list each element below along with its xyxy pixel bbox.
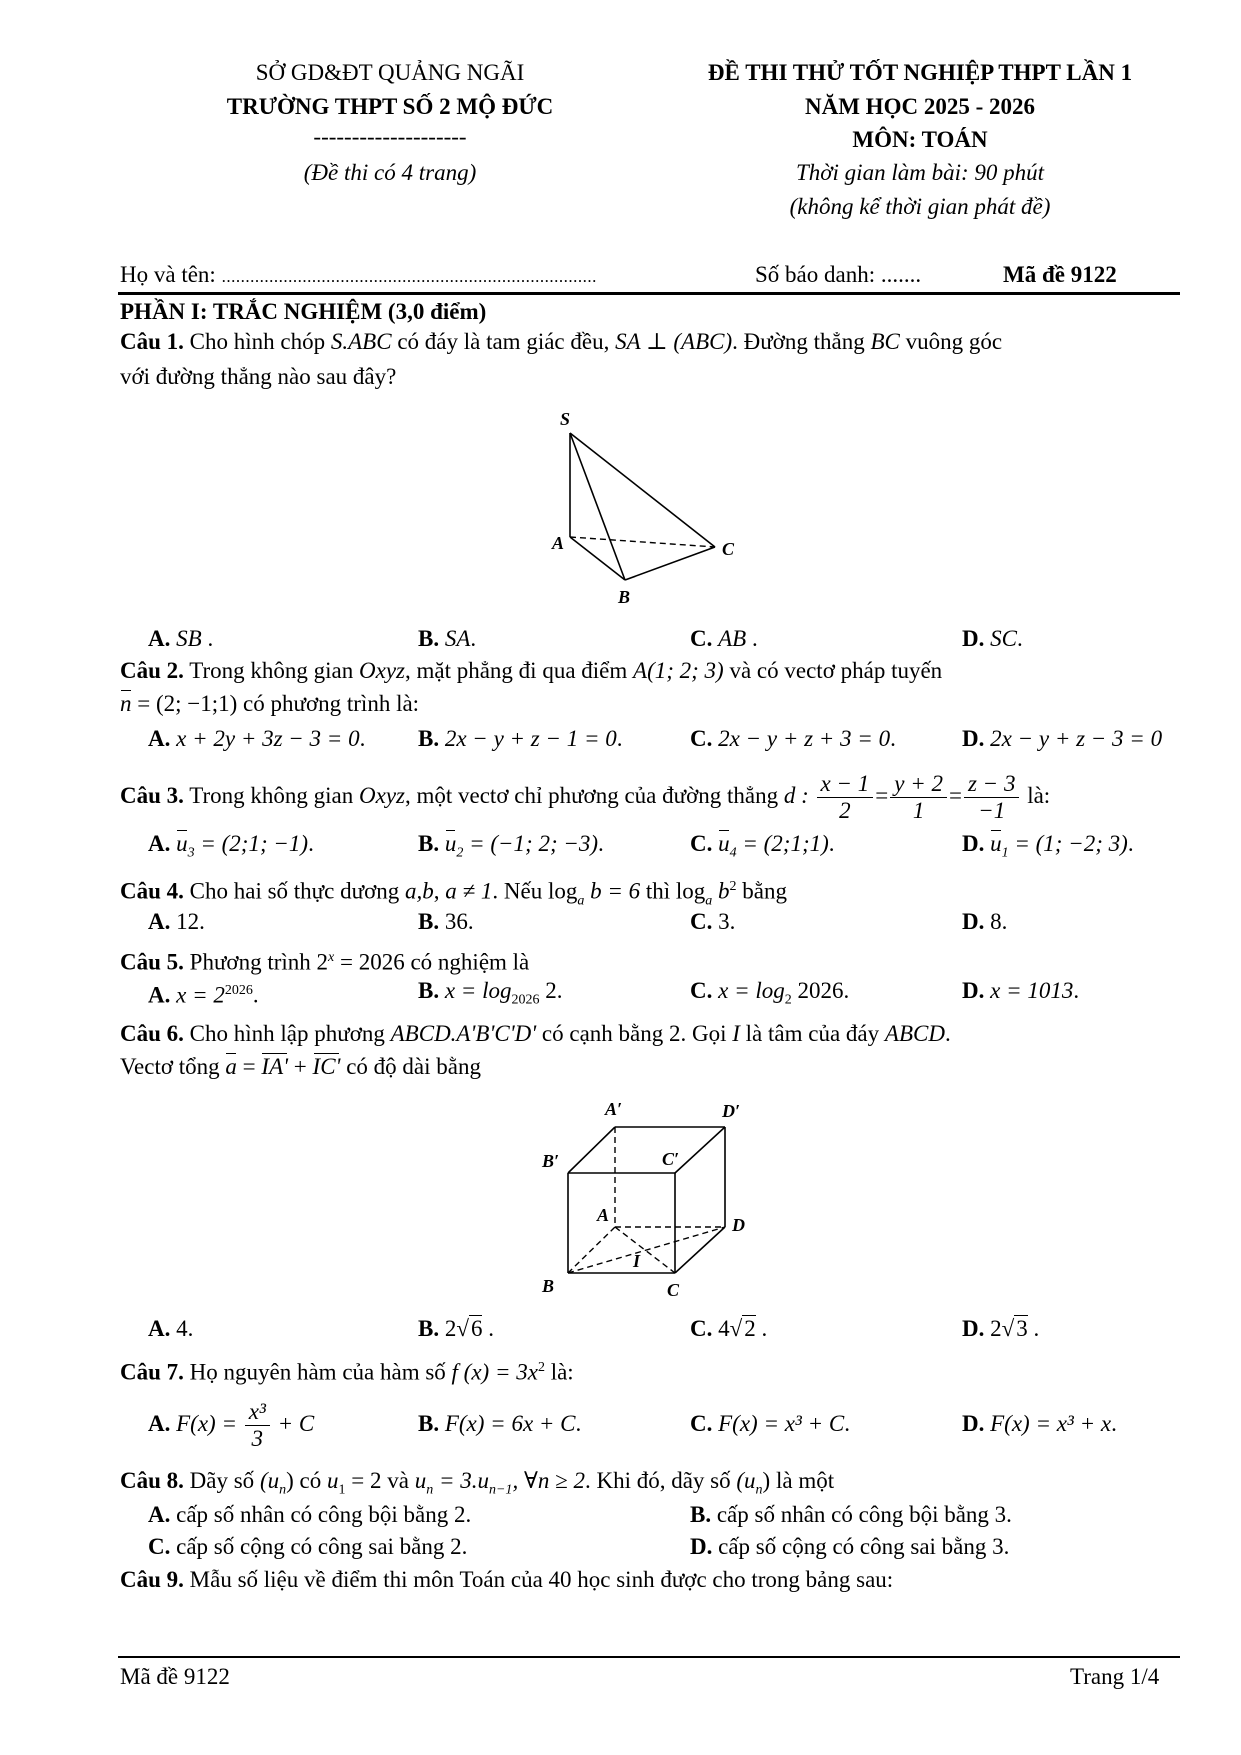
q3-fraction-z — [964, 771, 1019, 824]
q3-text: , một vectơ chỉ phương của đường thẳng — [404, 783, 784, 808]
q3-line1 — [120, 766, 1050, 826]
q4-math: a,b — [405, 878, 434, 904]
option-value: 2x − y + z + 3 = 0 — [718, 726, 891, 751]
log-base: a — [577, 893, 585, 909]
q6-math: ABCD.A'B'C'D' — [390, 1021, 537, 1046]
q1-text: vuông góc — [899, 329, 1003, 354]
option-label: C. — [690, 726, 713, 751]
q1-text: có đáy là tam giác đều, — [391, 329, 616, 354]
q3-fraction-y — [890, 771, 947, 824]
q1-option-c[interactable]: C. AB . — [690, 626, 758, 651]
q4-option-b[interactable]: B. 36. — [418, 909, 474, 934]
option-label: B. — [690, 1502, 712, 1527]
vector-index: 1 — [1001, 845, 1009, 861]
log-base: 2026 — [511, 992, 540, 1008]
q2-text: Trong không gian — [183, 658, 359, 683]
option-value: = (1; −2; 3) — [1008, 831, 1128, 856]
q6-text: . — [944, 1021, 951, 1046]
equals-sign: = — [875, 783, 889, 808]
option-value: F(x) = x³ + x — [990, 1411, 1112, 1436]
option-value: x = 1013 — [990, 978, 1074, 1003]
q2-label: Câu 2. — [120, 658, 184, 683]
q6-math: ABCD — [884, 1021, 945, 1046]
q7-line1 — [120, 1353, 574, 1388]
q7-option-b[interactable]: B. F(x) = 6x + C. — [418, 1411, 582, 1436]
option-value: x = 2 — [176, 982, 225, 1008]
option-label: B. — [418, 831, 440, 856]
vector-a: a — [225, 1052, 237, 1082]
subscript: n — [279, 1482, 287, 1498]
q4-text: thì — [640, 878, 676, 904]
q8-math: , ∀n ≥ 2 — [512, 1468, 585, 1493]
vertex-d1: D′ — [722, 1101, 741, 1121]
option-value: 2 — [539, 978, 557, 1003]
exponent: x — [328, 950, 335, 965]
name-label: Họ và tên: — [120, 262, 222, 287]
option-value: = (2;1;1) — [736, 831, 829, 856]
q1-label: Câu 1. — [120, 329, 184, 354]
option-value: + C — [271, 1411, 315, 1436]
q2-option-c[interactable]: C. 2x − y + z + 3 = 0. — [690, 726, 896, 751]
exam-code: Mã đề 9122 — [1003, 262, 1117, 287]
option-label: D. — [962, 626, 985, 651]
exam-title: ĐỀ THI THỬ TỐT NGHIỆP THPT LẦN 1 — [707, 60, 1133, 85]
option-label: D. — [962, 831, 985, 856]
option-label: C. — [690, 626, 713, 651]
q8-text: . Khi đó, dãy số — [584, 1468, 737, 1493]
q2-math: Oxyz — [359, 658, 405, 683]
vertex-c: C — [722, 539, 735, 559]
option-label: A. — [148, 831, 171, 856]
pyramid-figure — [540, 405, 760, 605]
option-value: 4 — [176, 1316, 188, 1341]
option-label: C. — [690, 978, 713, 1003]
q7-label: Câu 7. — [120, 1359, 184, 1385]
equals-sign: = — [948, 783, 962, 808]
vertex-d: D — [732, 1215, 745, 1235]
q6-text: là tâm của đáy — [739, 1021, 885, 1046]
q1-math: BC — [870, 329, 900, 354]
q1-option-d[interactable]: D. SC. — [962, 626, 1023, 651]
option-value: F(x) = — [176, 1411, 243, 1436]
q8-math: ) — [762, 1468, 771, 1493]
option-value: 36 — [444, 909, 468, 934]
q7-option-d[interactable]: D. F(x) = x³ + x. — [962, 1411, 1117, 1436]
option-value: 2 — [990, 1316, 1002, 1341]
q4-option-d[interactable]: D. 8. — [962, 909, 1008, 934]
q4-text: bằng — [736, 878, 788, 904]
name-dots: ............................................................................... — [221, 267, 597, 286]
option-label: A. — [148, 1502, 171, 1527]
q8-math: (u — [736, 1468, 756, 1493]
option-label: C. — [148, 1534, 171, 1559]
q7-option-c[interactable]: C. F(x) = x³ + C. — [690, 1411, 850, 1436]
q8-option-a[interactable] — [148, 1500, 471, 1530]
subscript: n−1 — [488, 1482, 513, 1498]
vertex-a: A — [552, 533, 565, 553]
q6-text: Vectơ tổng — [120, 1054, 226, 1079]
vector-index: 2 — [456, 845, 464, 861]
q1-line2: với đường thẳng nào sau đây? — [120, 364, 397, 389]
q8-math: = 2 — [345, 1468, 382, 1493]
page-count-note: (Đề thi có 4 trang) — [303, 160, 477, 185]
q2-option-b[interactable]: B. 2x − y + z − 1 = 0. — [418, 726, 623, 751]
subscript: n — [755, 1482, 763, 1498]
subject: MÔN: TOÁN — [852, 127, 988, 152]
q1-math: S.ABC — [330, 329, 392, 354]
option-value: 2 — [444, 1316, 457, 1341]
option-value: SB — [176, 626, 202, 651]
q9-label: Câu 9. — [120, 1567, 184, 1592]
header-divider-text: -------------------- — [313, 124, 467, 149]
q1-option-b[interactable]: B. SA. — [418, 626, 477, 651]
q6-label: Câu 6. — [120, 1021, 184, 1046]
plus-sign: + — [288, 1054, 313, 1079]
q2-text: có phương trình là: — [237, 691, 420, 716]
vertex-b: B — [542, 1276, 555, 1296]
q7-text: Họ nguyên hàm của hàm số — [183, 1359, 452, 1385]
subscript: 1 — [338, 1482, 346, 1498]
option-label: A. — [148, 626, 171, 651]
q6-line2 — [120, 1052, 481, 1082]
q8-math: = 3.u — [433, 1468, 489, 1493]
option-label: B. — [418, 978, 440, 1003]
q5-math: 2 — [316, 949, 329, 975]
log-base: 2 — [784, 992, 792, 1008]
option-label: B. — [418, 1316, 440, 1341]
exponent: 2 — [729, 879, 737, 894]
equals-sign: = — [236, 1054, 262, 1079]
vector-name: u — [176, 829, 188, 859]
q3-math: d : — [783, 783, 809, 808]
fraction-numerator: x³ — [245, 1399, 270, 1426]
vertex-b: B — [618, 587, 631, 605]
option-value: cấp số cộng có công sai bằng 3. — [718, 1534, 1010, 1559]
option-value: F(x) = x³ + C — [718, 1411, 845, 1436]
radicand: 3 — [1016, 1316, 1028, 1341]
vector-name: u — [990, 829, 1002, 859]
exponent: 2 — [537, 1360, 545, 1375]
option-label: A. — [148, 1411, 171, 1436]
option-value: F(x) = 6x + C — [444, 1411, 576, 1436]
q8-text: và — [381, 1468, 415, 1493]
q2-line1 — [120, 656, 942, 686]
radicand: 2 — [744, 1316, 756, 1341]
option-label: A. — [148, 726, 171, 751]
option-value: SC — [990, 626, 1017, 651]
q8-text: có — [293, 1468, 327, 1493]
q8-text: là một — [770, 1468, 835, 1493]
q2-option-a[interactable]: A. x + 2y + 3z − 3 = 0. — [148, 726, 366, 751]
normal-vector-value: = (2; −1;1) — [131, 691, 238, 716]
option-value: cấp số nhân có công bội bằng 3. — [716, 1502, 1012, 1527]
q8-math: u — [327, 1468, 339, 1493]
q8-math: u — [414, 1468, 427, 1493]
option-label: A. — [148, 982, 171, 1008]
school-year: NĂM HỌC 2025 - 2026 — [805, 94, 1035, 119]
q4-text: . Nếu — [492, 878, 548, 904]
option-value: 12 — [176, 909, 200, 934]
q3-option-d[interactable]: D. $u_1 = (1$; −2; 3). — [962, 831, 1134, 861]
q5-line1 — [120, 943, 529, 978]
option-value: cấp số cộng có công sai bằng 2. — [176, 1534, 468, 1559]
q4-option-a[interactable]: A. 12. — [148, 909, 205, 934]
school-name: TRƯỜNG THPT SỐ 2 MỘ ĐỨC — [226, 94, 554, 119]
option-value: AB — [718, 626, 747, 651]
vector-name: u — [445, 829, 457, 859]
q6-option-d[interactable]: D. 2√3 . — [962, 1316, 1040, 1341]
vertex-c1: C′ — [662, 1149, 680, 1169]
q6-option-c[interactable]: C. 4√2 . — [690, 1316, 768, 1341]
fraction-denominator: 2 — [839, 798, 851, 824]
q5-option-d[interactable]: D. x = 1013. — [962, 978, 1080, 1003]
subscript: n — [426, 1482, 434, 1498]
q5-text: có nghiệm là — [404, 949, 530, 975]
option-value: cấp số nhân có công bội bằng 2. — [176, 1502, 472, 1527]
option-value: 8 — [990, 909, 1002, 934]
q1-text: . Đường thẳng — [732, 329, 871, 354]
option-value: = (2;1; −1) — [194, 831, 309, 856]
q3-option-c[interactable]: C. $u_4$ = (2;1;1). — [690, 831, 835, 861]
option-value: 3 — [718, 909, 730, 934]
q2-math: A(1; 2; 3) — [633, 658, 724, 683]
q1-math: SA ⊥ (ABC) — [615, 329, 733, 354]
vector-index: 3 — [187, 845, 195, 861]
radicand: 6 — [470, 1316, 483, 1341]
fraction-numerator: x − 1 — [817, 771, 874, 798]
q4-text: , — [433, 878, 446, 904]
vertex-a: A — [597, 1205, 610, 1225]
q5-math: = 2026 — [334, 949, 405, 975]
q8-option-d[interactable] — [690, 1532, 1009, 1562]
q6-text: có cạnh bằng 2. Gọi — [536, 1021, 733, 1046]
option-label: B. — [418, 626, 440, 651]
option-label: C. — [690, 909, 713, 934]
option-label: C. — [690, 1316, 713, 1341]
q5-option-c[interactable]: C. $x = \log_2 2026$. — [690, 978, 850, 1008]
option-label: B. — [418, 1411, 440, 1436]
option-value: SA — [444, 626, 471, 651]
school-dept: SỞ GD&ĐT QUẢNG NGÃI — [255, 60, 525, 85]
option-value: = (−1; 2; −3) — [463, 831, 599, 856]
footer-rule — [118, 1656, 1180, 1658]
q3-option-b[interactable]: B. $u_2 = (-1$; 2; −3). — [418, 831, 604, 861]
option-value: 2026 — [791, 978, 844, 1003]
q3-text: Trong không gian — [183, 783, 359, 808]
option-value: 2x − y + z − 1 = 0 — [444, 726, 617, 751]
option-label: D. — [962, 726, 985, 751]
fraction-denominator: 1 — [912, 798, 925, 824]
option-label: B. — [418, 726, 440, 751]
q6-text: Cho hình lập phương — [183, 1021, 391, 1046]
q5-text: Phương trình — [183, 949, 317, 975]
time-limit: Thời gian làm bài: 90 phút — [795, 160, 1045, 185]
footer-page-number: Trang 1/4 — [1070, 1664, 1160, 1689]
vertex-b1: B′ — [542, 1151, 560, 1171]
option-label: D. — [962, 909, 985, 934]
q6-math: I — [732, 1021, 740, 1046]
q9-line1 — [120, 1565, 893, 1595]
vector-ia: IA' — [261, 1052, 288, 1082]
normal-vector-name: n — [120, 689, 132, 719]
fraction-denominator: −1 — [978, 798, 1006, 824]
q5-option-a[interactable]: A. $x = 2^{2026}$. — [148, 982, 259, 1008]
log-symbol: log — [547, 878, 578, 904]
option-value: x + 2y + 3z − 3 = 0 — [176, 726, 360, 751]
option-value: x = log — [718, 978, 785, 1003]
option-value: x = log — [444, 978, 512, 1003]
log-symbol: log — [675, 878, 706, 904]
q7-fraction — [245, 1399, 270, 1452]
option-label: D. — [962, 1411, 985, 1436]
option-label: C. — [690, 831, 713, 856]
option-value: 2x − y + z − 3 = 0 — [990, 726, 1163, 751]
q4-label: Câu 4. — [120, 878, 184, 904]
q9-text: Mẫu số liệu về điểm thi môn Toán của 40 học sinh được cho trong bảng sau: — [183, 1567, 894, 1592]
option-label: C. — [690, 1411, 713, 1436]
q2-text: và có vectơ pháp tuyến — [723, 658, 943, 683]
q8-math: (u — [259, 1468, 280, 1493]
q3-text: là: — [1021, 783, 1051, 808]
q6-option-b[interactable]: B. 2√6 . — [418, 1316, 494, 1341]
q1-line1 — [120, 327, 1002, 357]
q4-option-c[interactable]: C. 3. — [690, 909, 736, 934]
footer-exam-code: Mã đề 9122 — [120, 1664, 230, 1689]
q6-line1 — [120, 1019, 951, 1049]
vector-index: 4 — [729, 845, 737, 861]
student-name-field — [120, 262, 597, 288]
q2-line2 — [120, 689, 419, 719]
q6-option-a[interactable]: A. 4. — [148, 1316, 194, 1341]
q5-label: Câu 5. — [120, 949, 184, 975]
q4-text: Cho hai số thực dương — [183, 878, 405, 904]
fraction-numerator: z − 3 — [964, 771, 1019, 798]
section-title: PHẦN I: TRẮC NGHIỆM (3,0 điểm) — [120, 299, 487, 324]
q3-option-a[interactable]: A. $u_3$ = (2;1; −1). — [148, 831, 314, 861]
q5-option-b[interactable]: B. $x = \log_{2026} 2$. — [418, 978, 563, 1008]
q7-math: f (x) = 3x — [451, 1359, 538, 1385]
vector-name: u — [718, 829, 730, 859]
student-id-field: Số báo danh: ....... — [755, 262, 922, 287]
q7-option-a[interactable] — [148, 1394, 314, 1454]
q8-label: Câu 8. — [120, 1468, 184, 1493]
vertex-a1: A′ — [605, 1099, 623, 1119]
vertex-c: C — [667, 1280, 680, 1300]
vector-ic: IC' — [313, 1052, 341, 1082]
cube-figure — [530, 1095, 770, 1305]
option-label: A. — [148, 909, 171, 934]
header-rule — [118, 292, 1180, 295]
option-label: D. — [690, 1534, 713, 1559]
option-value: 4 — [718, 1316, 730, 1341]
q1-text: Cho hình chóp — [183, 329, 331, 354]
q4-math: b = 6 — [584, 878, 641, 904]
time-note: (không kể thời gian phát đề) — [789, 194, 1051, 219]
q1-option-a[interactable]: A. SB . — [148, 626, 214, 651]
option-label: B. — [418, 909, 440, 934]
q8-text: Dãy số — [183, 1468, 260, 1493]
q3-fraction-x — [817, 771, 874, 824]
q8-option-c[interactable] — [148, 1532, 467, 1562]
q2-text: , mặt phẳng đi qua điểm — [404, 658, 634, 683]
q2-option-d[interactable] — [962, 724, 1162, 754]
center-i: I — [633, 1251, 641, 1271]
q3-label: Câu 3. — [120, 783, 184, 808]
option-label: D. — [962, 978, 985, 1003]
q4-math: b — [712, 878, 730, 904]
q8-math: ) — [286, 1468, 294, 1493]
q8-option-b[interactable] — [690, 1500, 1012, 1530]
q4-math: a ≠ 1 — [445, 878, 493, 904]
q6-text: có độ dài bằng — [340, 1054, 481, 1079]
q7-text: là: — [544, 1359, 574, 1385]
q3-math: Oxyz — [359, 783, 405, 808]
vertex-s: S — [560, 409, 571, 429]
fraction-numerator: y + 2 — [890, 771, 947, 798]
option-label: A. — [148, 1316, 171, 1341]
log-base: a — [705, 893, 713, 909]
fraction-denominator: 3 — [251, 1426, 264, 1452]
option-label: D. — [962, 1316, 985, 1341]
exponent: 2026 — [224, 983, 253, 998]
